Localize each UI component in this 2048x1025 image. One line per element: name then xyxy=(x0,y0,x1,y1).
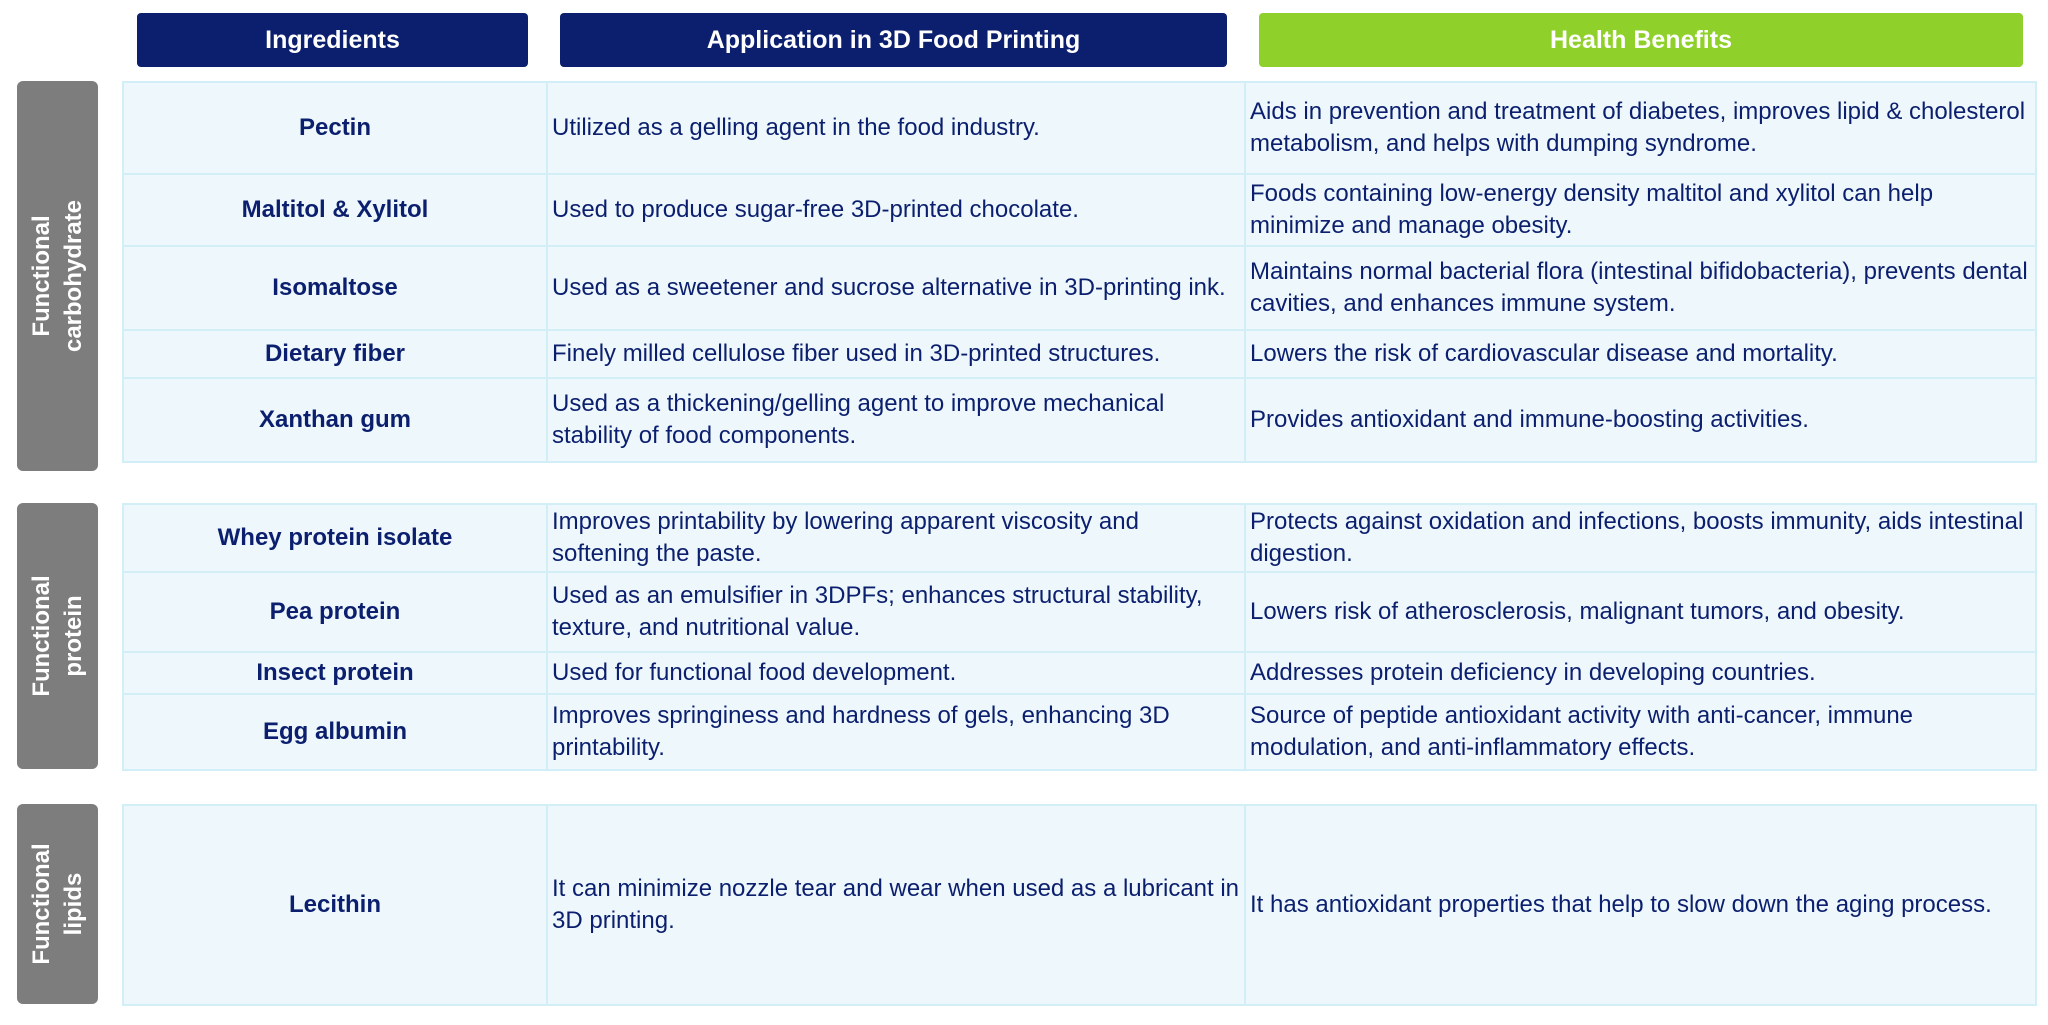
application-cell: Used as a thickening/gelling agent to improve mechanical stability of food components. xyxy=(547,378,1245,462)
ingredient-cell: Xanthan gum xyxy=(123,378,547,462)
header-ingredients: Ingredients xyxy=(137,13,528,67)
application-cell: Improves springiness and hardness of gels, enhancing 3D printability. xyxy=(547,694,1245,770)
ingredient-cell: Pea protein xyxy=(123,572,547,652)
ingredient-cell: Dietary fiber xyxy=(123,330,547,378)
lipids-table xyxy=(122,804,2037,1006)
category-lipids xyxy=(17,804,98,1004)
table-row xyxy=(123,330,2036,378)
health-cell: Provides antioxidant and immune-boosting activities. xyxy=(1245,378,2036,462)
ingredient-cell: Whey protein isolate xyxy=(123,504,547,572)
application-cell: Utilized as a gelling agent in the food industry. xyxy=(547,82,1245,174)
header-application: Application in 3D Food Printing xyxy=(560,13,1227,67)
application-cell: Used as an emulsifier in 3DPFs; enhances structural stability, texture, and nutritional value. xyxy=(547,572,1245,652)
ingredient-cell: Lecithin xyxy=(123,805,547,1005)
application-cell: Used for functional food development. xyxy=(547,652,1245,694)
health-cell: Lowers risk of atherosclerosis, malignant tumors, and obesity. xyxy=(1245,572,2036,652)
health-cell: Aids in prevention and treatment of diabetes, improves lipid & cholesterol metabolism, and helps with dumping syndrome. xyxy=(1245,82,2036,174)
table-row xyxy=(123,652,2036,694)
application-cell: Used to produce sugar-free 3D-printed chocolate. xyxy=(547,174,1245,246)
application-cell: Improves printability by lowering apparent viscosity and softening the paste. xyxy=(547,504,1245,572)
protein-table xyxy=(122,503,2037,771)
category-label: Functional carbohydrate xyxy=(27,199,87,353)
health-cell: Source of peptide antioxidant activity with anti-cancer, immune modulation, and anti-inflammatory effects. xyxy=(1245,694,2036,770)
table-row xyxy=(123,378,2036,462)
health-cell: It has antioxidant properties that help to slow down the aging process. xyxy=(1245,805,2036,1005)
category-label: Functional lipids xyxy=(27,843,87,965)
ingredient-cell: Pectin xyxy=(123,82,547,174)
header-health-benefits: Health Benefits xyxy=(1259,13,2023,67)
table-row xyxy=(123,174,2036,246)
category-protein xyxy=(17,503,98,769)
ingredient-cell: Isomaltose xyxy=(123,246,547,330)
application-cell: It can minimize nozzle tear and wear when used as a lubricant in 3D printing. xyxy=(547,805,1245,1005)
table-row xyxy=(123,504,2036,572)
health-cell: Addresses protein deficiency in developing countries. xyxy=(1245,652,2036,694)
table-row xyxy=(123,82,2036,174)
table-row xyxy=(123,805,2036,1005)
table-row xyxy=(123,246,2036,330)
category-carbohydrate xyxy=(17,81,98,471)
table-row xyxy=(123,572,2036,652)
category-label: Functional protein xyxy=(27,575,87,697)
application-cell: Finely milled cellulose fiber used in 3D-printed structures. xyxy=(547,330,1245,378)
health-cell: Lowers the risk of cardiovascular disease and mortality. xyxy=(1245,330,2036,378)
carbohydrate-table xyxy=(122,81,2037,463)
table-row xyxy=(123,694,2036,770)
health-cell: Protects against oxidation and infections, boosts immunity, aids intestinal digestion. xyxy=(1245,504,2036,572)
ingredient-cell: Maltitol & Xylitol xyxy=(123,174,547,246)
health-cell: Foods containing low-energy density maltitol and xylitol can help minimize and manage obesity. xyxy=(1245,174,2036,246)
health-cell: Maintains normal bacterial flora (intestinal bifidobacteria), prevents dental cavities, and enhances immune system. xyxy=(1245,246,2036,330)
application-cell: Used as a sweetener and sucrose alternative in 3D-printing ink. xyxy=(547,246,1245,330)
ingredient-cell: Egg albumin xyxy=(123,694,547,770)
ingredient-cell: Insect protein xyxy=(123,652,547,694)
